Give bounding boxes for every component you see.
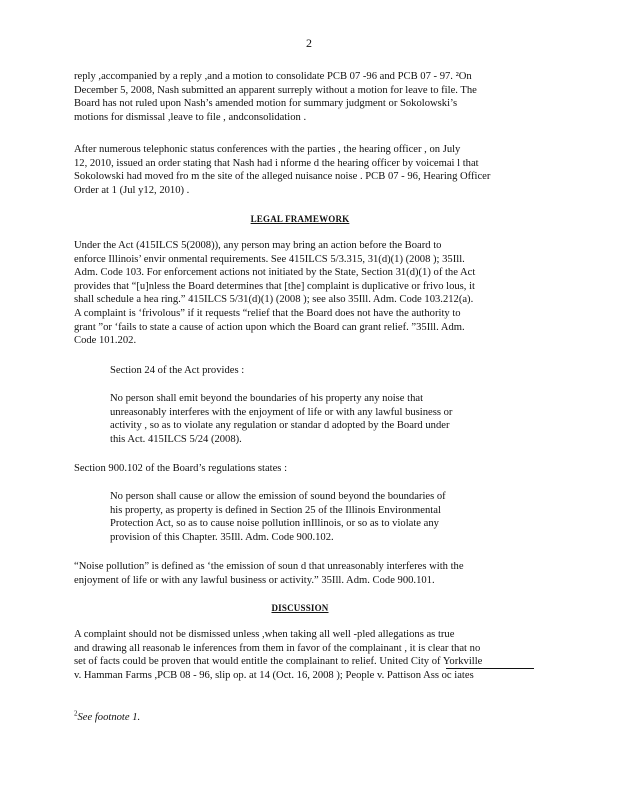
section-24-quote-line: No person shall emit beyond the boundaries of his property any noise that [110,393,424,404]
section-900-quote-line: No person shall cause or allow the emission of sound beyond the boundaries of [110,491,446,502]
section-24-intro [110,364,500,378]
telephonic-line: After numerous telephonic status conferences with the parties , the hearing officer , on July [74,144,461,155]
discussion-heading-text: DISCUSSION [271,603,329,613]
section-900-quote-line: his property, as property is defined in Section 25 of the Illinois Environmental [110,504,441,516]
intro-paragraph [74,70,536,124]
telephonic-line: 12, 2010, issued an order stating that Nash had i nforme d the hearing officer by voicemai l that [74,157,479,169]
telephonic-paragraph [74,143,536,197]
section-24-quote-line: unreasonably interferes with the enjoyment of life or with any lawful business or [110,406,453,418]
noise-pollution-line: enjoyment of life or with any lawful business or activity.” 35Ill. Adm. Code 900.101. [74,574,435,586]
section-24-intro-line: Section 24 of the Act provides : [110,365,245,376]
intro-line: Board has not ruled upon Nash’s amended motion for summary judgment or Sokolowski’s [74,98,458,110]
footnote-marker: 2 [74,709,78,718]
act-line: Under the Act (415ILCS 5(2008)), any person may bring an action before the Board to [74,240,442,251]
noise-pollution-line: “Noise pollution” is defined as ‘the emission of soun d that unreasonably interferes with the [74,561,464,572]
section-900-intro-line: Section 900.102 of the Board’s regulations states : [74,463,288,474]
intro-line: motions for dismissal ,leave to file , andconsolidation . [74,111,307,123]
section-24-quote [110,392,500,446]
discussion-line: set of facts could be proven that would entitle the complainant to relief. United City of Yorkville [74,656,483,668]
act-line: Code 101.202. [74,335,137,347]
noise-pollution-paragraph [74,560,536,587]
footnote [74,709,141,723]
act-line: enforce Illinois’ envir onmental requirements. See 415ILCS 5/3.315, 31(d)(1) (2008 ); 35Ill. [74,253,465,265]
act-paragraph [74,239,536,348]
act-line: A complaint is ‘frivolous” if it requests “relief that the Board does not have the authority to [74,307,461,319]
section-24-quote-line: this Act. 415ILCS 5/24 (2008). [110,433,242,445]
page-number: 2 [306,36,312,50]
discussion-paragraph [74,628,536,682]
case-name-underline [446,668,534,669]
discussion-heading [0,603,618,613]
footnote-text: See footnote 1. [77,712,141,723]
discussion-line: v. Hamman Farms ,PCB 08 - 96, slip op. at 14 (Oct. 16, 2008 ); People v. Pattison Ass oc iates [74,669,474,681]
discussion-line: and drawing all reasonab le inferences from them in favor of the complainant , it is clear that no [74,642,481,654]
telephonic-line: Order at 1 (Jul y12, 2010) . [74,184,190,196]
act-line: shall schedule a hea ring.” 415ILCS 5/31(d)(1) (2008 ); see also 35Ill. Adm. Code 103.212(a). [74,294,474,306]
intro-line: December 5, 2008, Nash submitted an apparent surreply without a motion for leave to file. The [74,84,477,96]
legal-framework-heading [0,214,618,224]
discussion-line: A complaint should not be dismissed unless ,when taking all well -pled allegations as true [74,629,455,640]
telephonic-line: Sokolowski had moved fro m the site of the alleged nuisance noise . PCB 07 - 96, Hearing Officer [74,171,491,183]
legal-framework-heading-text: LEGAL FRAMEWORK [250,214,350,224]
section-24-quote-line: activity , so as to violate any regulation or standar d adopted by the Board under [110,420,450,432]
act-line: Adm. Code 103. For enforcement actions not initiated by the State, Section 31(d)(1) of the Act [74,267,476,279]
intro-line: reply ,accompanied by a reply ,and a motion to consolidate PCB 07 -96 and PCB 07 - 97. ²On [74,71,472,82]
section-900-quote-line: Protection Act, so as to cause noise pollution inIllinois, or so as to violate any [110,518,439,530]
section-900-quote [110,490,500,544]
act-line: provides that “[u]nless the Board determines that [the] complaint is duplicative or frivo lous, it [74,280,475,292]
act-line: grant ”or ‘fails to state a cause of action upon which the Board can grant relief. ”35Ill. Adm. [74,321,465,333]
section-900-intro [74,462,536,476]
section-900-quote-line: provision of this Chapter. 35Ill. Adm. Code 900.102. [110,531,334,543]
